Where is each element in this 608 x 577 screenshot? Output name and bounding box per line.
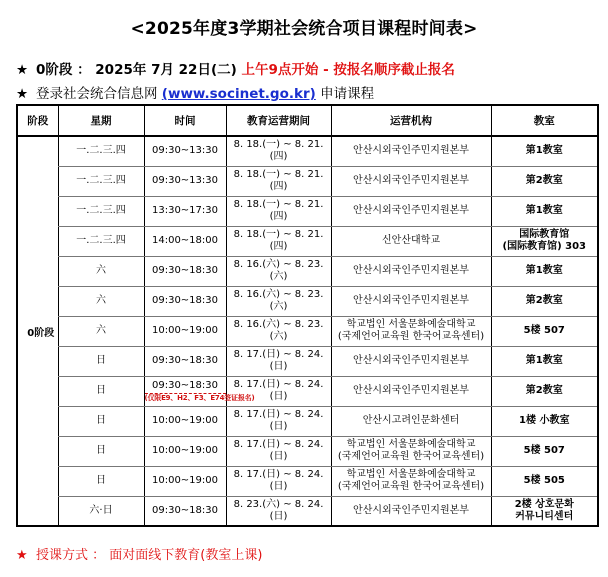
- room-cell: 第1教室: [491, 346, 598, 376]
- org-cell: 안산시외국인주민지원본부: [331, 196, 491, 226]
- room-cell: 5楼 507: [491, 316, 598, 346]
- table-row: [17, 286, 598, 316]
- time-cell: 14:00~18:00: [144, 226, 226, 256]
- stage-cell: 0阶段: [17, 136, 58, 526]
- day-cell: 日: [58, 346, 144, 376]
- time-cell: 13:30~17:30: [144, 196, 226, 226]
- start-time-notice: 上午9点开始 - 按报名顺序截止报名: [241, 62, 455, 78]
- org-cell: 신안산대학교: [331, 226, 491, 256]
- room-cell: 第1教室: [491, 196, 598, 226]
- room-cell: 第1教室: [491, 256, 598, 286]
- period-cell: 8. 23.(六) ~ 8. 24.(日): [226, 496, 331, 526]
- table-row: [17, 376, 598, 406]
- period-cell: 8. 18.(一) ~ 8. 21.(四): [226, 196, 331, 226]
- period-cell: 8. 17.(日) ~ 8. 24.(日): [226, 346, 331, 376]
- time-cell: 09:30~18:30: [144, 496, 226, 526]
- org-cell: 안산시외국인주민지원본부: [331, 286, 491, 316]
- time-cell: 10:00~19:00: [144, 316, 226, 346]
- period-cell: 8. 18.(一) ~ 8. 21.(四): [226, 136, 331, 166]
- table-header-row: [17, 105, 598, 136]
- day-cell: 六: [58, 286, 144, 316]
- org-cell: 안산시고려인문화센터: [331, 406, 491, 436]
- day-cell: 日: [58, 466, 144, 496]
- table-row: [17, 436, 598, 466]
- org-cell: 안산시외국인주민지원본부: [331, 346, 491, 376]
- room-cell: 第2教室: [491, 166, 598, 196]
- time-cell: 10:00~19:00: [144, 466, 226, 496]
- org-cell: 안산시외국인주민지원본부: [331, 166, 491, 196]
- room-cell: 5楼 505: [491, 466, 598, 496]
- period-cell: 8. 16.(六) ~ 8. 23.(六): [226, 286, 331, 316]
- org-cell: 학교법인 서울문화예술대학교 (국제언어교육원 한국어교육센터): [331, 436, 491, 466]
- period-cell: 8. 16.(六) ~ 8. 23.(六): [226, 316, 331, 346]
- star-icon: ★: [16, 86, 29, 102]
- header-room: 教室: [491, 105, 598, 136]
- org-cell: 안산시외국인주민지원본부: [331, 256, 491, 286]
- time-cell: 10:00~19:00: [144, 406, 226, 436]
- visa-restriction-note: (仅限E9、H2、F3、E74签证报名): [144, 393, 255, 402]
- stage-date: 0阶段 ： 2025年 7月 22日(二): [36, 62, 237, 78]
- table-row: [17, 166, 598, 196]
- room-cell: 2楼 상호문화 커뮤니티센터: [491, 496, 598, 526]
- table-row: [17, 256, 598, 286]
- day-cell: 六: [58, 316, 144, 346]
- table-row: [17, 316, 598, 346]
- table-row: [17, 346, 598, 376]
- star-icon: ★: [16, 62, 29, 78]
- header-org: 运营机构: [331, 105, 491, 136]
- day-cell: 六: [58, 256, 144, 286]
- day-cell: 日: [58, 436, 144, 466]
- stage-announcement: [16, 58, 455, 78]
- socinet-link[interactable]: (www.socinet.go.kr): [161, 86, 316, 102]
- room-cell: 第2教室: [491, 286, 598, 316]
- time-cell: 09:30~18:30: [144, 256, 226, 286]
- period-cell: 8. 18.(一) ~ 8. 21.(四): [226, 226, 331, 256]
- room-cell: 1楼 小教室: [491, 406, 598, 436]
- period-cell: 8. 17.(日) ~ 8. 24.(日): [226, 376, 331, 406]
- room-cell: 第2教室: [491, 376, 598, 406]
- org-cell: 학교법인 서울문화예술대학교 (국제언어교육원 한국어교육센터): [331, 316, 491, 346]
- table-row: [17, 226, 598, 256]
- table-row: [17, 496, 598, 526]
- period-cell: 8. 17.(日) ~ 8. 24.(日): [226, 436, 331, 466]
- registration-suffix: 申请课程: [320, 86, 375, 102]
- org-cell: 안산시외국인주민지원본부: [331, 136, 491, 166]
- table-row: [17, 196, 598, 226]
- day-cell: 日: [58, 376, 144, 406]
- room-cell: 国际教育馆 (国际教育馆) 303: [491, 226, 598, 256]
- org-cell: 안산시외국인주민지원본부: [331, 496, 491, 526]
- room-cell: 5楼 507: [491, 436, 598, 466]
- table-row: [17, 466, 598, 496]
- time-cell: 10:00~19:00: [144, 436, 226, 466]
- header-time: 时间: [144, 105, 226, 136]
- time-cell: 09:30~18:30: [144, 346, 226, 376]
- teaching-method-text: 授课方式 ： 面对面线下教育(教室上课): [36, 548, 263, 563]
- room-cell: 第1教室: [491, 136, 598, 166]
- time-cell: 09:30~13:30: [144, 136, 226, 166]
- org-cell: 안산시외국인주민지원본부: [331, 376, 491, 406]
- table-row: [17, 406, 598, 436]
- registration-info: [16, 82, 374, 102]
- period-cell: 8. 18.(一) ~ 8. 21.(四): [226, 166, 331, 196]
- time-value: 09:30~18:30: [151, 379, 218, 391]
- table-row: [17, 136, 598, 166]
- period-cell: 8. 16.(六) ~ 8. 23.(六): [226, 256, 331, 286]
- header-stage: 阶段: [17, 105, 58, 136]
- time-cell: 09:30~13:30: [144, 166, 226, 196]
- page-title: <2025年度3学期社会统合项目课程时间表>: [130, 19, 478, 39]
- day-cell: 一.二.三.四: [58, 196, 144, 226]
- teaching-method: [16, 544, 262, 563]
- time-cell: 09:30~18:30: [144, 286, 226, 316]
- registration-text: 登录社会统合信息网: [36, 86, 158, 102]
- day-cell: 六·日: [58, 496, 144, 526]
- day-cell: 一.二.三.四: [58, 226, 144, 256]
- schedule-table: [16, 104, 599, 527]
- day-cell: 日: [58, 406, 144, 436]
- period-cell: 8. 17.(日) ~ 8. 24.(日): [226, 406, 331, 436]
- period-cell: 8. 17.(日) ~ 8. 24.(日): [226, 466, 331, 496]
- day-cell: 一.二.三.四: [58, 136, 144, 166]
- day-cell: 一.二.三.四: [58, 166, 144, 196]
- org-cell: 학교법인 서울문화예술대학교 (국제언어교육원 한국어교육센터): [331, 466, 491, 496]
- time-cell: [144, 376, 255, 406]
- star-icon: ★: [16, 548, 28, 563]
- header-period: 教育运营期间: [226, 105, 331, 136]
- header-day: 星期: [58, 105, 144, 136]
